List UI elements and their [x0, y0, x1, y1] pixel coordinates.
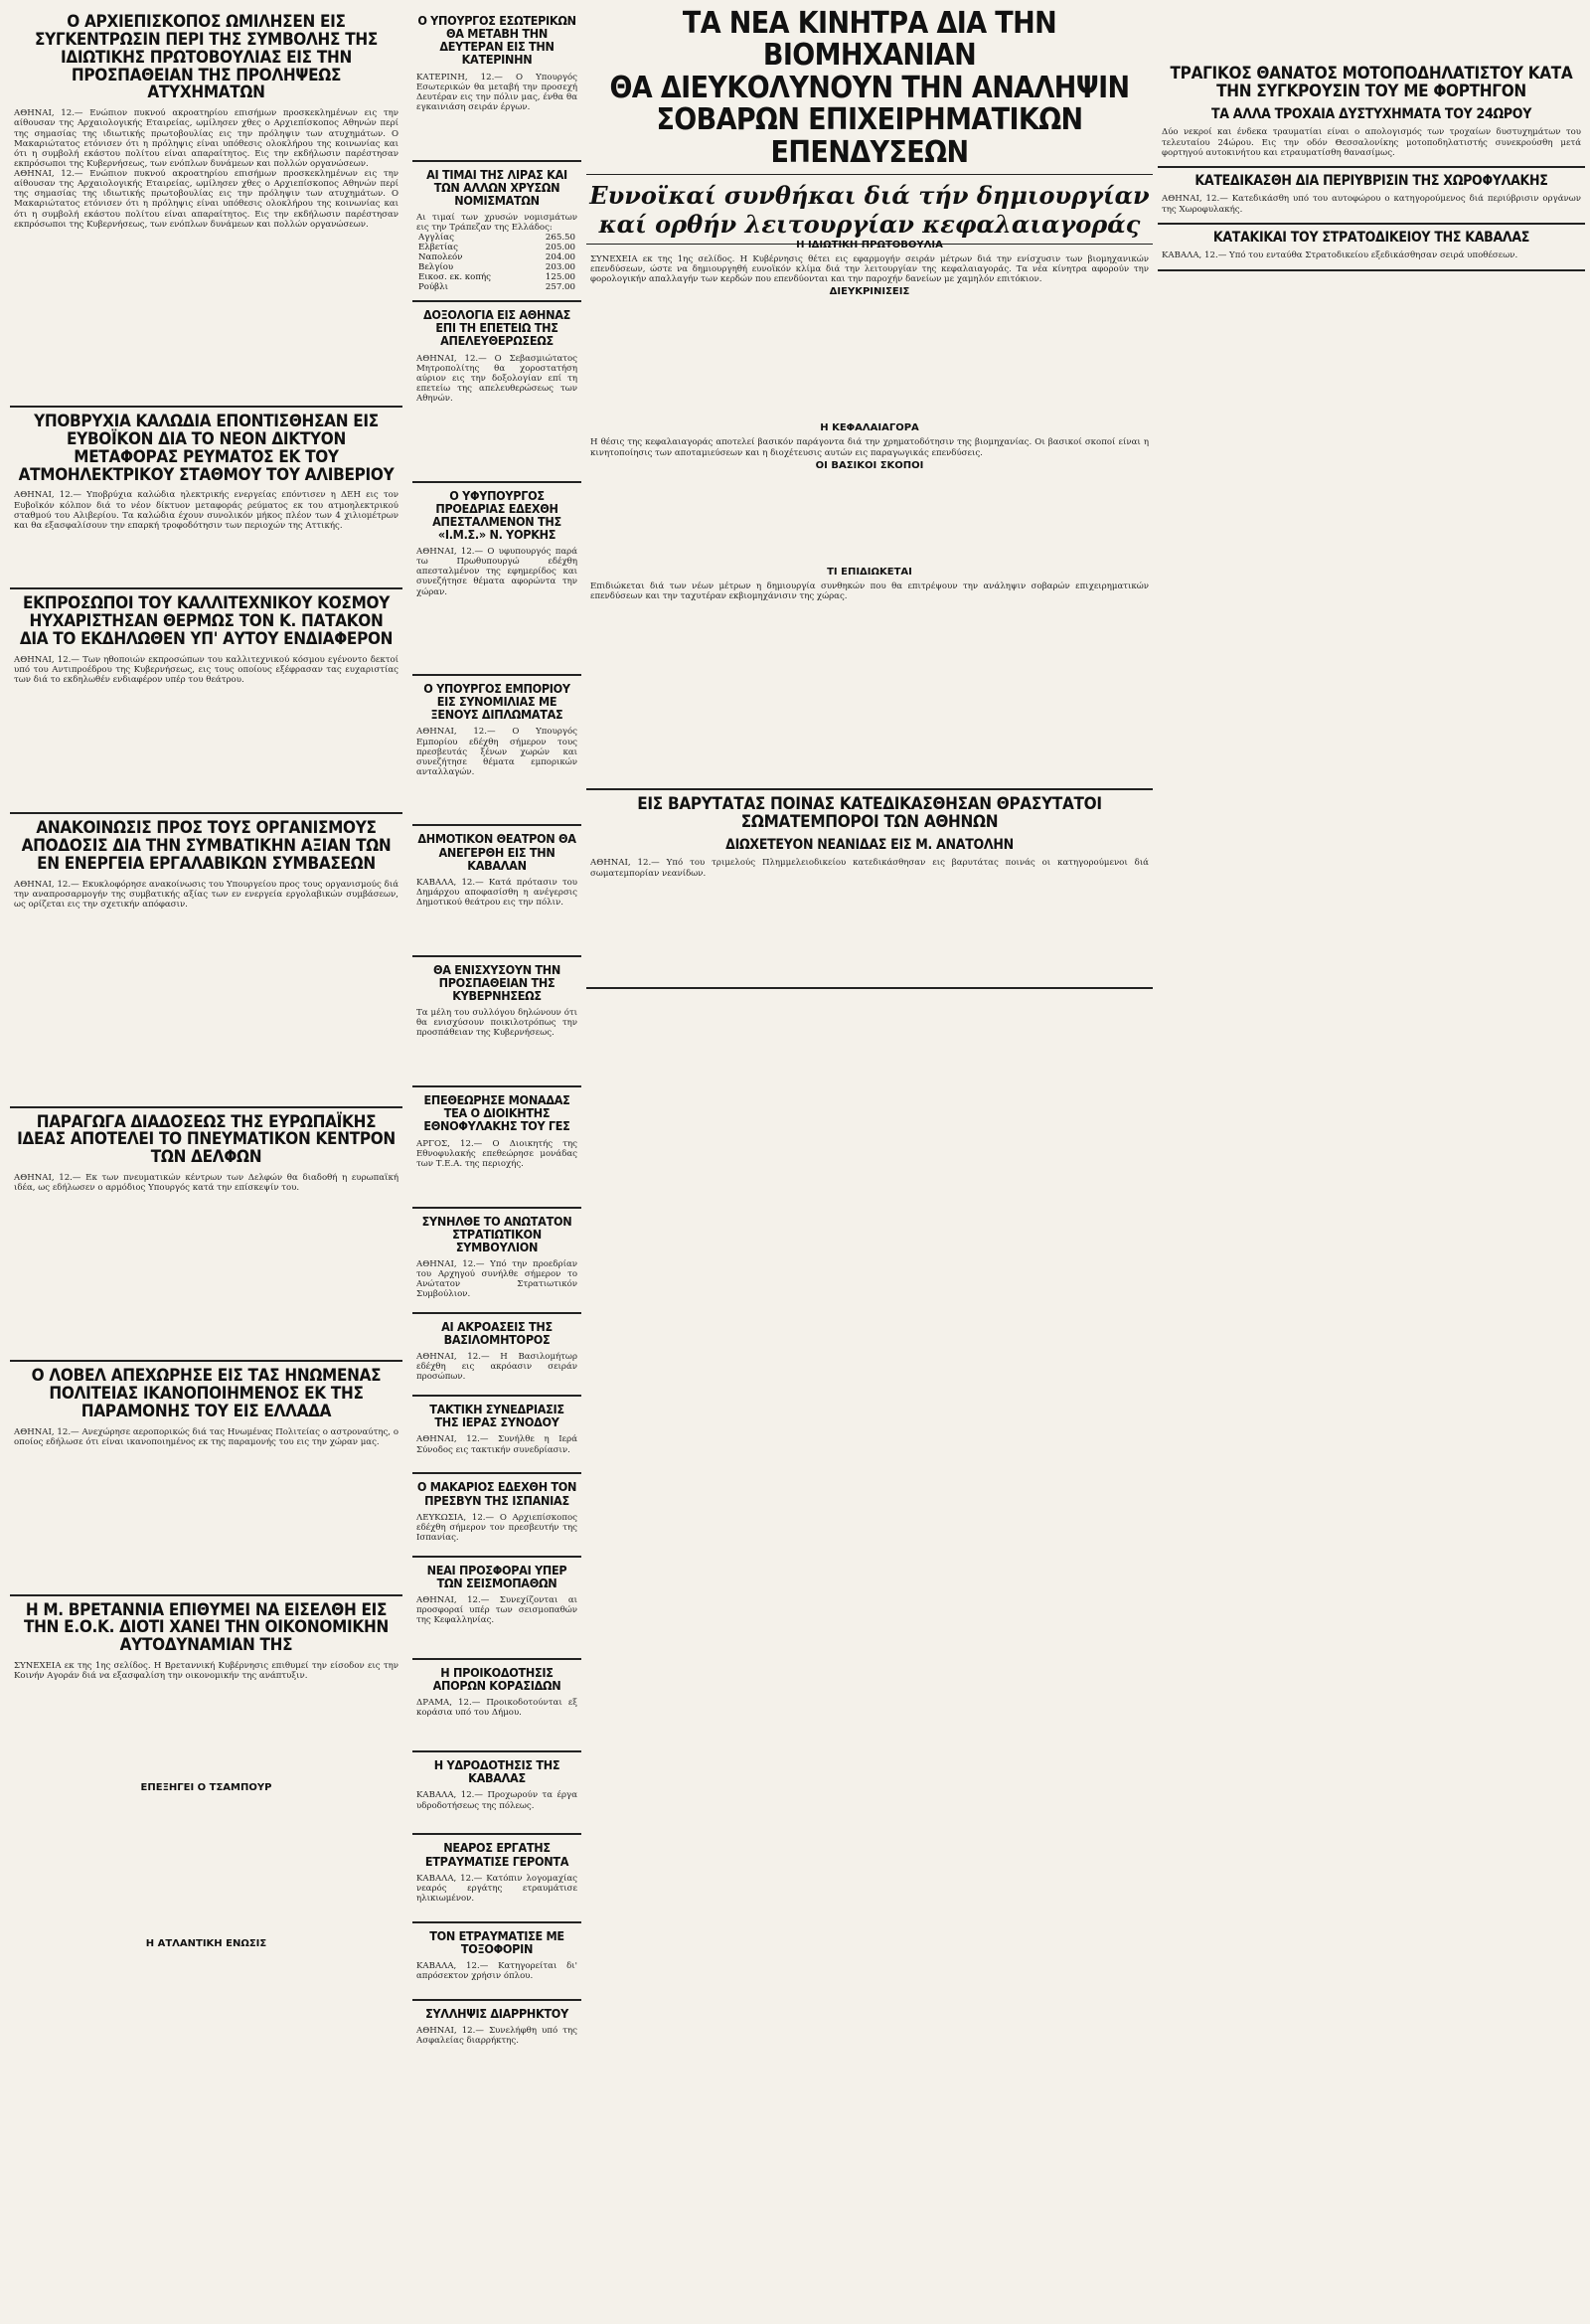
article-shooting — [412, 1923, 581, 2001]
subheading: ΕΠΕΞΗΓΕΙ Ο ΤΣΑΜΠΟΥΡ — [140, 1782, 272, 1794]
banner-line-2: ΘΑ ΔΙΕΥΚΟΛΥΝΟΥΝ ΤΗΝ ΑΝΑΛΗΨΙΝ — [609, 70, 1130, 105]
banner-line-1: ΤΑ ΝΕΑ ΚΙΝΗΤΡΑ ΔΙΑ ΤΗΝ ΒΙΟΜΗΧΑΝΙΑΝ — [682, 6, 1057, 74]
article-body: Τα μέλη του συλλόγου δηλώνουν ότι θα ενισχύσουν ποικιλοτρόπως την προσπάθειαν της Κυβερνήσεως. — [416, 1008, 577, 1039]
article-inspection — [412, 1087, 581, 1208]
article-body: ΑΘΗΝΑΙ, 12.— Συνελήφθη υπό της Ασφαλείας διαρρήκτης. — [416, 2026, 577, 2047]
article-artists — [10, 589, 402, 814]
column-1 — [10, 8, 402, 1961]
column-3 — [586, 234, 1153, 989]
article-support — [412, 957, 581, 1087]
article-earthquake — [412, 1558, 581, 1660]
table-row: Ελβετίας 205.00 — [418, 243, 575, 253]
article-intro: Αι τιμαί των χρυσών νομισμάτων εις την Τράπεζαν της Ελλάδος: — [416, 212, 577, 234]
article-commerce-minister — [412, 676, 581, 826]
column-4 — [1158, 60, 1585, 271]
headline: ΕΙΣ ΒΑΡΥΤΑΤΑΣ ΠΟΙΝΑΣ ΚΑΤΕΔΙΚΑΣΘΗΣΑΝ ΘΡΑΣΥΤΑΤΟΙ ΣΩΜΑΤΕΜΠΟΡΟΙ ΤΩΝ ΑΘΗΝΩΝ — [637, 794, 1102, 832]
article-archbishop — [10, 8, 402, 408]
article-body: ΚΑΒΑΛΑ, 12.— Υπό του ενταύθα Στρατοδικείου εξεδικάσθησαν σειρά υποθέσεων. — [1162, 250, 1518, 261]
headline: ΚΑΤΑΚΙΚΑΙ ΤΟΥ ΣΤΡΑΤΟΔΙΚΕΙΟΥ ΤΗΣ ΚΑΒΑΛΑΣ — [1212, 229, 1530, 246]
headline: ΑΙ ΤΙΜΑΙ ΤΗΣ ΛΙΡΑΣ ΚΑΙ ΤΩΝ ΑΛΛΩΝ ΧΡΥΣΩΝ ΝΟΜΙΣΜΑΤΩΝ — [426, 166, 567, 208]
article-doxology — [412, 302, 581, 482]
article-body: ΑΘΗΝΑΙ, 12.— Συνήλθε η Ιερά Σύνοδος εις τακτικήν συνεδρίασιν. — [416, 1434, 577, 1455]
article-body: ΑΘΗΝΑΙ, 12.— Ανεχώρησε αεροπορικώς διά τας Ηνωμένας Πολιτείας ο αστροναύτης, ο οποίος εδήλωσε ότι είναι ικανοποιημένος εκ της παραμονής του εις την χώραν μας. — [14, 1426, 398, 1447]
table-row: Βελγίου 203.00 — [418, 262, 575, 273]
article-body: ΣΥΝΕΧΕΙΑ εκ της 1ης σελίδος. Η Κυβέρνησις θέτει εις εφαρμογήν σειράν μέτρων διά την ενίσχυσιν των βιομηχανικών επενδύσεων, ώστε να δημιουργηθή ευνοϊκόν κλίμα διά την λειτουργίαν της κεφαλαιαγοράς. Τα νέα κίνητρα αφορούν την φορολογικήν απαλλαγήν των κερδών που επενδύονται και την παροχήν δανείων με χαμηλόν επιτόκιον. — [590, 254, 1149, 285]
headline: ΑΙ ΑΚΡΟΑΣΕΙΣ ΤΗΣ ΒΑΣΙΛΟΜΗΤΟΡΟΣ — [441, 1318, 553, 1348]
article-contracts — [10, 814, 402, 1108]
article-water-supply — [412, 1752, 581, 1835]
article-cables — [10, 408, 402, 589]
headline: ΔΗΜΟΤΙΚΟΝ ΘΕΑΤΡΟΝ ΘΑ ΑΝΕΓΕΡΘΗ ΕΙΣ ΤΗΝ ΚΑΒΑΛΑΝ — [417, 831, 576, 873]
article-theatre — [412, 826, 581, 956]
headline: ΘΑ ΕΝΙΣΧΥΣΟΥΝ ΤΗΝ ΠΡΟΣΠΑΘΕΙΑΝ ΤΗΣ ΚΥΒΕΡΝΗΣΕΩΣ — [432, 961, 561, 1004]
article-main-story — [586, 234, 1153, 790]
headline: ΤΡΑΓΙΚΟΣ ΘΑΝΑΤΟΣ ΜΟΤΟΠΟΔΗΛΑΤΙΣΤΟΥ ΚΑΤΑ ΤΗΝ ΣΥΓΚΡΟΥΣΙΝ ΤΟΥ ΜΕ ΦΟΡΤΗΓΟΝ — [1170, 64, 1573, 101]
column-2 — [412, 8, 581, 2054]
article-body: ΛΕΥΚΩΣΙΑ, 12.— Ο Αρχιεπίσκοπος εδέχθη σήμερον τον πρεσβευτήν της Ισπανίας. — [416, 1512, 577, 1543]
article-makarios — [412, 1474, 581, 1557]
headline: Η Μ. ΒΡΕΤΑΝΝΙΑ ΕΠΙΘΥΜΕΙ ΝΑ ΕΙΣΕΛΘΗ ΕΙΣ ΤΗΝ Ε.Ο.Κ. ΔΙΟΤΙ ΧΑΝΕΙ ΤΗΝ ΟΙΚΟΝΟΜΙΚΗΝ ΑΥΤΟΔΥΝΑΜΙΑΝ ΤΗΣ — [24, 1599, 389, 1656]
headline: ΝΕΑΡΟΣ ΕΡΓΑΤΗΣ ΕΤΡΑΥΜΑΤΙΣΕ ΓΕΡΟΝΤΑ — [424, 1840, 569, 1869]
article-deputy-minister — [412, 483, 581, 677]
gold-price-table — [416, 233, 577, 292]
article-trafficking — [586, 790, 1153, 989]
article-body: ΑΘΗΝΑΙ, 12.— Εκυκλοφόρησε ανακοίνωσις του Υπουργείου προς τους οργανισμούς διά την αναπροσαρμογήν της συμβατικής αξίας των εν ενεργεία εργολαβικών συμβάσεων, ως ορίζεται εις την σχετικήν απόφασιν. — [14, 879, 398, 910]
headline: Ο ΜΑΚΑΡΙΟΣ ΕΔΕΧΘΗ ΤΟΝ ΠΡΕΣΒΥΝ ΤΗΣ ΙΣΠΑΝΙΑΣ — [416, 1479, 577, 1508]
article-convicted — [1158, 168, 1585, 225]
article-body: ΑΘΗΝΑΙ, 12.— Ο υφυπουργός παρά τω Πρωθυπουργώ εδέχθη απεσταλμένον της εφημερίδος και συνεζήτησε θέματα αφορώντα την χώραν. — [416, 547, 577, 597]
article-body: ΑΘΗΝΑΙ, 12.— Κατεδικάσθη υπό του αυτοφώρου ο κατηγορούμενος διά περιύβρισιν οργάνων της Χωροφυλακής. — [1162, 194, 1581, 215]
subheading: ΤΙ ΕΠΙΔΙΩΚΕΤΑΙ — [827, 566, 912, 578]
sub-headline: ΤΑ ΑΛΛΑ ΤΡΟΧΑΙΑ ΔΥΣΤΥΧΗΜΑΤΑ ΤΟΥ 24ΩΡΟΥ — [1210, 105, 1532, 122]
article-body: ΚΑΒΑΛΑ, 12.— Κατηγορείται δι' απρόσεκτον χρήσιν όπλου. — [416, 1960, 577, 1982]
article-body: ΑΘΗΝΑΙ, 12.— Η Βασιλομήτωρ εδέχθη εις ακρόασιν σειράν προσώπων. — [416, 1352, 577, 1383]
headline: ΚΑΤΕΔΙΚΑΣΘΗ ΔΙΑ ΠΕΡΙΥΒΡΙΣΙΝ ΤΗΣ ΧΩΡΟΦΥΛΑΚΗΣ — [1194, 172, 1548, 189]
headline: ΣΥΛΛΗΨΙΣ ΔΙΑΡΡΗΚΤΟΥ — [425, 2005, 568, 2021]
banner-subtitle: Ευνοϊκαί συνθήκαι διά τήν δημιουργίαν καί ορθήν λειτουργίαν κεφαλαιαγοράς — [589, 180, 1150, 239]
article-body: Επιδιώκεται διά των νέων μέτρων η δημιουργία συνθηκών που θα επιτρέψουν την ανάληψιν σοβαρών επιχειρηματικών επενδύσεων και την ταχυτέραν εκβιομηχάνισιν της χώρας. — [590, 581, 1149, 601]
headline: ΕΚΠΡΟΣΩΠΟΙ ΤΟΥ ΚΑΛΛΙΤΕΧΝΙΚΟΥ ΚΟΣΜΟΥ ΗΥΧΑΡΙΣΤΗΣΑΝ ΘΕΡΜΩΣ ΤΟΝ Κ. ΠΑΤΑΚΟΝ ΔΙΑ ΤΟ ΕΚΔΗΛΩΘΕΝ ΥΠ' ΑΥΤΟΥ ΕΝΔΙΑΦΕΡΟΝ — [19, 593, 394, 650]
article-body: ΑΘΗΝΑΙ, 12.— Υπό του τριμελούς Πλημμελειοδικείου κατεδικάσθησαν εις βαρυτάτας ποινάς οι κατηγορούμενοι διά σωματεμπορίαν νεανίδων. — [590, 858, 1149, 879]
headline: ΝΕΑΙ ΠΡΟΣΦΟΡΑΙ ΥΠΕΡ ΤΩΝ ΣΕΙΣΜΟΠΑΘΩΝ — [426, 1562, 567, 1590]
table-row: Αγγλίας 265.50 — [418, 233, 575, 244]
article-body: ΑΘΗΝΑΙ, 12.— Ο Υπουργός Εμπορίου εδέχθη σήμερον τους πρεσβευτάς ξένων χωρών και συνεζήτησε θέματα εμπορικών ανταλλαγών. — [416, 727, 577, 777]
table-row: Εικοσ. εκ. κοπής 125.00 — [418, 272, 575, 283]
article-synod — [412, 1397, 581, 1474]
headline: Η ΥΔΡΟΔΟΤΗΣΙΣ ΤΗΣ ΚΑΒΑΛΑΣ — [433, 1757, 560, 1786]
main-banner — [586, 8, 1153, 249]
headline: Ο ΛΟΒΕΛ ΑΠΕΧΩΡΗΣΕ ΕΙΣ ΤΑΣ ΗΝΩΜΕΝΑΣ ΠΟΛΙΤΕΙΑΣ ΙΚΑΝΟΠΟΙΗΜΕΝΟΣ ΕΚ ΤΗΣ ΠΑΡΑΜΟΝΗΣ ΤΟΥ ΕΙΣ ΕΛΛΑΔΑ — [31, 1366, 382, 1421]
headline: Ο ΥΠΟΥΡΓΟΣ ΕΜΠΟΡΙΟΥ ΕΙΣ ΣΥΝΟΜΙΛΙΑΣ ΜΕ ΞΕΝΟΥΣ ΔΙΠΛΩΜΑΤΑΣ — [423, 681, 570, 723]
article-body: ΚΑΤΕΡΙΝΗ, 12.— Ο Υπουργός Εσωτερικών θα μεταβή την προσεχή Δευτέραν εις την πόλιν μας, ένθα θα εγκαινιάση σειράν έργων. — [416, 72, 577, 112]
article-body: ΑΘΗΝΑΙ, 12.— Των ηθοποιών εκπροσώπων του καλλιτεχνικού κόσμου εγένοντο δεκτοί υπό του Αντιπροέδρου της Κυβερνήσεως, εις τους οποίους εξέφρασαν τας ευχαριστίας των διά το εκδηλωθέν ενδιαφέρον υπέρ του θεάτρου. — [14, 654, 398, 686]
subheading: Η ΙΔΙΩΤΙΚΗ ΠΡΩΤΟΒΟΥΛΙΑ — [796, 240, 943, 250]
article-council — [412, 1209, 581, 1314]
headline: ΑΝΑΚΟΙΝΩΣΙΣ ΠΡΟΣ ΤΟΥΣ ΟΡΓΑΝΙΣΜΟΥΣ ΑΠΟΔΟΣΙΣ ΔΙΑ ΤΗΝ ΣΥΜΒΑΤΙΚΗΝ ΑΞΙΑΝ ΤΩΝ ΕΝ ΕΝΕΡΓΕΙΑ ΕΡΓΑΛΑΒΙΚΩΝ ΣΥΜΒΑΣΕΩΝ — [21, 817, 392, 874]
article-lovell — [10, 1362, 402, 1596]
article-body: ΑΘΗΝΑΙ, 12.— Ο Σεβασμιώτατος Μητροπολίτης θα χοροστατήση αύριον εις την δοξολογίαν επί τη επετείω της απελευθερώσεως των Αθηνών. — [416, 353, 577, 405]
article-body: ΚΑΒΑΛΑ, 12.— Κατά πρότασιν του Δημάρχου αποφασίσθη η ανέγερσις Δημοτικού θεάτρου εις την πόλιν. — [416, 877, 577, 909]
sub-headline: ΔΙΩΧΕΤΕΥΟΝ ΝΕΑΝΙΔΑΣ ΕΙΣ Μ. ΑΝΑΤΟΛΗΝ — [725, 836, 1014, 853]
subheading: Η ΚΕΦΑΛΑΙΑΓΟΡΑ — [820, 422, 919, 434]
article-body-cont: ΑΘΗΝΑΙ, 12.— Ενώπιον πυκνού ακροατηρίου επισήμων προσκεκλημένων εις την αίθουσαν της Αρχαιολογικής Εταιρείας, ωμίλησεν χθες ο Αρχιεπίσκοπος Αθηνών περί της σημασίας της ιδιωτικής πρωτοβουλίας εις την πρόληψιν των ατυχημάτων. Ο Μακαριώτατος ετόνισεν ότι η πρόληψις είναι υπόθεσις ολοκλήρου της κοινωνίας και ότι η συμβολή εκάστου πολίτου είναι απαραίτητος. Εις την εκδήλωσιν παρέστησαν εκπρόσωποι της Κυβερνήσεως, των ενόπλων δυνάμεων και πολλών οργανώσεων. — [14, 169, 398, 230]
article-britain-eec — [10, 1596, 402, 1962]
article-body: ΑΘΗΝΑΙ, 12.— Εκ των πνευματικών κέντρων των Δελφών θα διαδοθή η ευρωπαϊκή ιδέα, ως εδήλωσεν ο αρμόδιος Υπουργός κατά την επίσκεψίν του. — [14, 1173, 398, 1194]
headline: ΤΑΚΤΙΚΗ ΣΥΝΕΔΡΙΑΣΙΣ ΤΗΣ ΙΕΡΑΣ ΣΥΝΟΔΟΥ — [429, 1402, 564, 1430]
article-body: ΚΑΒΑΛΑ, 12.— Κατόπιν λογομαχίας νεαρός εργάτης ετραυμάτισε ηλικιωμένον. — [416, 1873, 577, 1904]
article-body: ΑΘΗΝΑΙ, 12.— Υποβρύχια καλώδια ηλεκτρικής ενεργείας επόντισεν η ΔΕΗ εις τον Ευβοϊκόν κόλπον διά το νέον δίκτυον μεταφοράς ρεύματος εκ του ατμοηλεκτρικού σταθμού του Αλιβερίου. Τα καλώδια έχουν συνολικόν μήκος πλέον των 4 χιλιομέτρων και θα εξασφαλίσουν την επαρκή τροφοδότησιν των περιοχών της Αττικής. — [14, 490, 398, 531]
article-court-martial — [1158, 225, 1585, 271]
article-body: ΑΘΗΝΑΙ, 12.— Υπό την προεδρίαν του Αρχηγού συνήλθε σήμερον το Ανώτατον Στρατιωτικόν Συμβούλιον. — [416, 1258, 577, 1300]
article-delphi — [10, 1108, 402, 1363]
article-traffic-death — [1158, 60, 1585, 168]
table-row: Ναπολεόν 204.00 — [418, 252, 575, 263]
article-burglar — [412, 2001, 581, 2054]
article-gold-prices — [412, 162, 581, 303]
headline: Ο ΥΠΟΥΡΓΟΣ ΕΣΩΤΕΡΙΚΩΝ ΘΑ ΜΕΤΑΒΗ ΤΗΝ ΔΕΥΤΕΡΑΝ ΕΙΣ ΤΗΝ ΚΑΤΕΡΙΝΗΝ — [417, 13, 576, 68]
article-body: ΑΡΓΟΣ, 12.— Ο Διοικητής της Εθνοφυλακής επεθεώρησε μονάδας των Τ.Ε.Α. της περιοχής. — [416, 1138, 577, 1169]
subheading: ΟΙ ΒΑΣΙΚΟΙ ΣΚΟΠΟΙ — [815, 459, 924, 471]
banner-line-3: ΣΟΒΑΡΩΝ ΕΠΙΧΕΙΡΗΜΑΤΙΚΩΝ ΕΠΕΝΔΥΣΕΩΝ — [656, 102, 1083, 170]
headline: ΔΟΞΟΛΟΓΙΑ ΕΙΣ ΑΘΗΝΑΣ ΕΠΙ ΤΗ ΕΠΕΤΕΙΩ ΤΗΣ ΑΠΕΛΕΥΘΕΡΩΣΕΩΣ — [422, 307, 571, 349]
headline: Ο ΑΡΧΙΕΠΙΣΚΟΠΟΣ ΩΜΙΛΗΣΕΝ ΕΙΣ ΣΥΓΚΕΝΤΡΩΣΙΝ ΠΕΡΙ ΤΗΣ ΣΥΜΒΟΛΗΣ ΤΗΣ ΙΔΙΩΤΙΚΗΣ ΠΡΩΤΟΒΟΥΛΙΑΣ ΕΙΣ ΤΗΝ ΠΡΟΣΠΑΘΕΙΑΝ ΤΗΣ ΠΡΟΛΗΨΕΩΣ ΑΤΥΧΗΜΑΤΩΝ — [34, 12, 379, 103]
article-body: ΑΘΗΝΑΙ, 12.— Ενώπιον πυκνού ακροατηρίου επισήμων προσκεκλημένων εις την αίθουσαν της Αρχαιολογικής Εταιρείας, ωμίλησεν χθες ο Αρχιεπίσκοπος Αθηνών περί της σημασίας της ιδιωτικής πρωτοβουλίας εις την πρόληψιν των ατυχημάτων. Ο Μακαριώτατος ετόνισεν ότι η πρόληψις είναι υπόθεσις ολοκλήρου της κοινωνίας και ότι η συμβολή εκάστου πολίτου είναι απαραίτητος. Εις την εκδήλωσιν παρέστησαν εκπρόσωποι της Κυβερνήσεως, των ενόπλων δυνάμεων και πολλών οργανώσεων. — [14, 108, 398, 169]
headline: Η ΠΡΟΙΚΟΔΟΤΗΣΙΣ ΑΠΟΡΩΝ ΚΟΡΑΣΙΔΩΝ — [432, 1664, 561, 1694]
article-body: Δύο νεκροί και ένδεκα τραυματίαι είναι ο απολογισμός των τροχαίων δυστυχημάτων του τελευταίου 24ώρου. Εις την οδόν Θεσσαλονίκης μοτοποδηλατιστής συνεκρούσθη μετά φορτηγού αυτοκινήτου και ετραυματίσθη θανασίμως. — [1162, 127, 1581, 158]
article-body: ΔΡΑΜΑ, 12.— Προικοδοτούνται εξ κοράσια υπό του Δήμου. — [416, 1698, 577, 1719]
article-body: Η θέσις της κεφαλαιαγοράς αποτελεί βασικόν παράγοντα διά την χρηματοδότησιν της βιομηχανίας. Οι βασικοί σκοποί είναι η κινητοποίησις των αποταμιεύσεων και η διοχέτευσις αυτών εις παραγωγικάς επενδύσεις. — [590, 437, 1149, 458]
article-body: ΑΘΗΝΑΙ, 12.— Συνεχίζονται αι προσφοραί υπέρ των σεισμοπαθών της Κεφαλληνίας. — [416, 1594, 577, 1626]
article-queen-mother — [412, 1314, 581, 1397]
headline: Ο ΥΦΥΠΟΥΡΓΟΣ ΠΡΟΕΔΡΙΑΣ ΕΔΕΧΘΗ ΑΠΕΣΤΑΛΜΕΝΟΝ ΤΗΣ «Ι.Μ.Σ.» Ν. ΥΟΡΚΗΣ — [432, 487, 561, 542]
article-body: ΣΥΝΕΧΕΙΑ εκ της 1ης σελίδος. Η Βρεταννική Κυβέρνησις επιθυμεί την είσοδον εις την Κοινήν Αγοράν διά να εξασφαλίση την οικονομικήν της ανάπτυξιν. — [14, 1661, 398, 1682]
table-row: Ρούβλι 257.00 — [418, 282, 575, 293]
headline: ΕΠΕΘΕΩΡΗΣΕ ΜΟΝΑΔΑΣ ΤΕΑ Ο ΔΙΟΙΚΗΤΗΣ ΕΘΝΟΦΥΛΑΚΗΣ ΤΟΥ ΓΕΣ — [423, 1092, 570, 1134]
article-dowry — [412, 1660, 581, 1752]
subheading: Η ΑΤΛΑΝΤΙΚΗ ΕΝΩΣΙΣ — [145, 1938, 267, 1950]
headline: ΥΠΟΒΡΥΧΙΑ ΚΑΛΩΔΙΑ ΕΠΟΝΤΙΣΘΗΣΑΝ ΕΙΣ ΕΥΒΟΪΚΟΝ ΔΙΑ ΤΟ ΝΕΟΝ ΔΙΚΤΥΟΝ ΜΕΤΑΦΟΡΑΣ ΡΕΥΜΑΤΟΣ ΕΚ ΤΟΥ ΑΤΜΟΗΛΕΚΤΡΙΚΟΥ ΣΤΑΘΜΟΥ ΤΟΥ ΑΛΙΒΕΡΙΟΥ — [18, 412, 395, 485]
article-interior-minister — [412, 8, 581, 162]
headline: ΤΟΝ ΕΤΡΑΥΜΑΤΙΣΕ ΜΕ ΤΟΞΟΦΟΡΙΝ — [429, 1927, 564, 1956]
article-body: ΚΑΒΑΛΑ, 12.— Προχωρούν τα έργα υδροδοτήσεως της πόλεως. — [416, 1790, 577, 1811]
subheading: ΔΙΕΥΚΡΙΝΙΣΕΙΣ — [829, 286, 910, 298]
article-worker — [412, 1835, 581, 1922]
headline: ΠΑΡΑΓΩΓΑ ΔΙΑΔΟΣΕΩΣ ΤΗΣ ΕΥΡΩΠΑΪΚΗΣ ΙΔΕΑΣ ΑΠΟΤΕΛΕΙ ΤΟ ΠΝΕΥΜΑΤΙΚΟΝ ΚΕΝΤΡΟΝ ΤΩΝ ΔΕΛΦΩΝ — [17, 1111, 396, 1168]
headline: ΣΥΝΗΛΘΕ ΤΟ ΑΝΩΤΑΤΟΝ ΣΤΡΑΤΙΩΤΙΚΟΝ ΣΥΜΒΟΥΛΙΟΝ — [421, 1213, 572, 1254]
